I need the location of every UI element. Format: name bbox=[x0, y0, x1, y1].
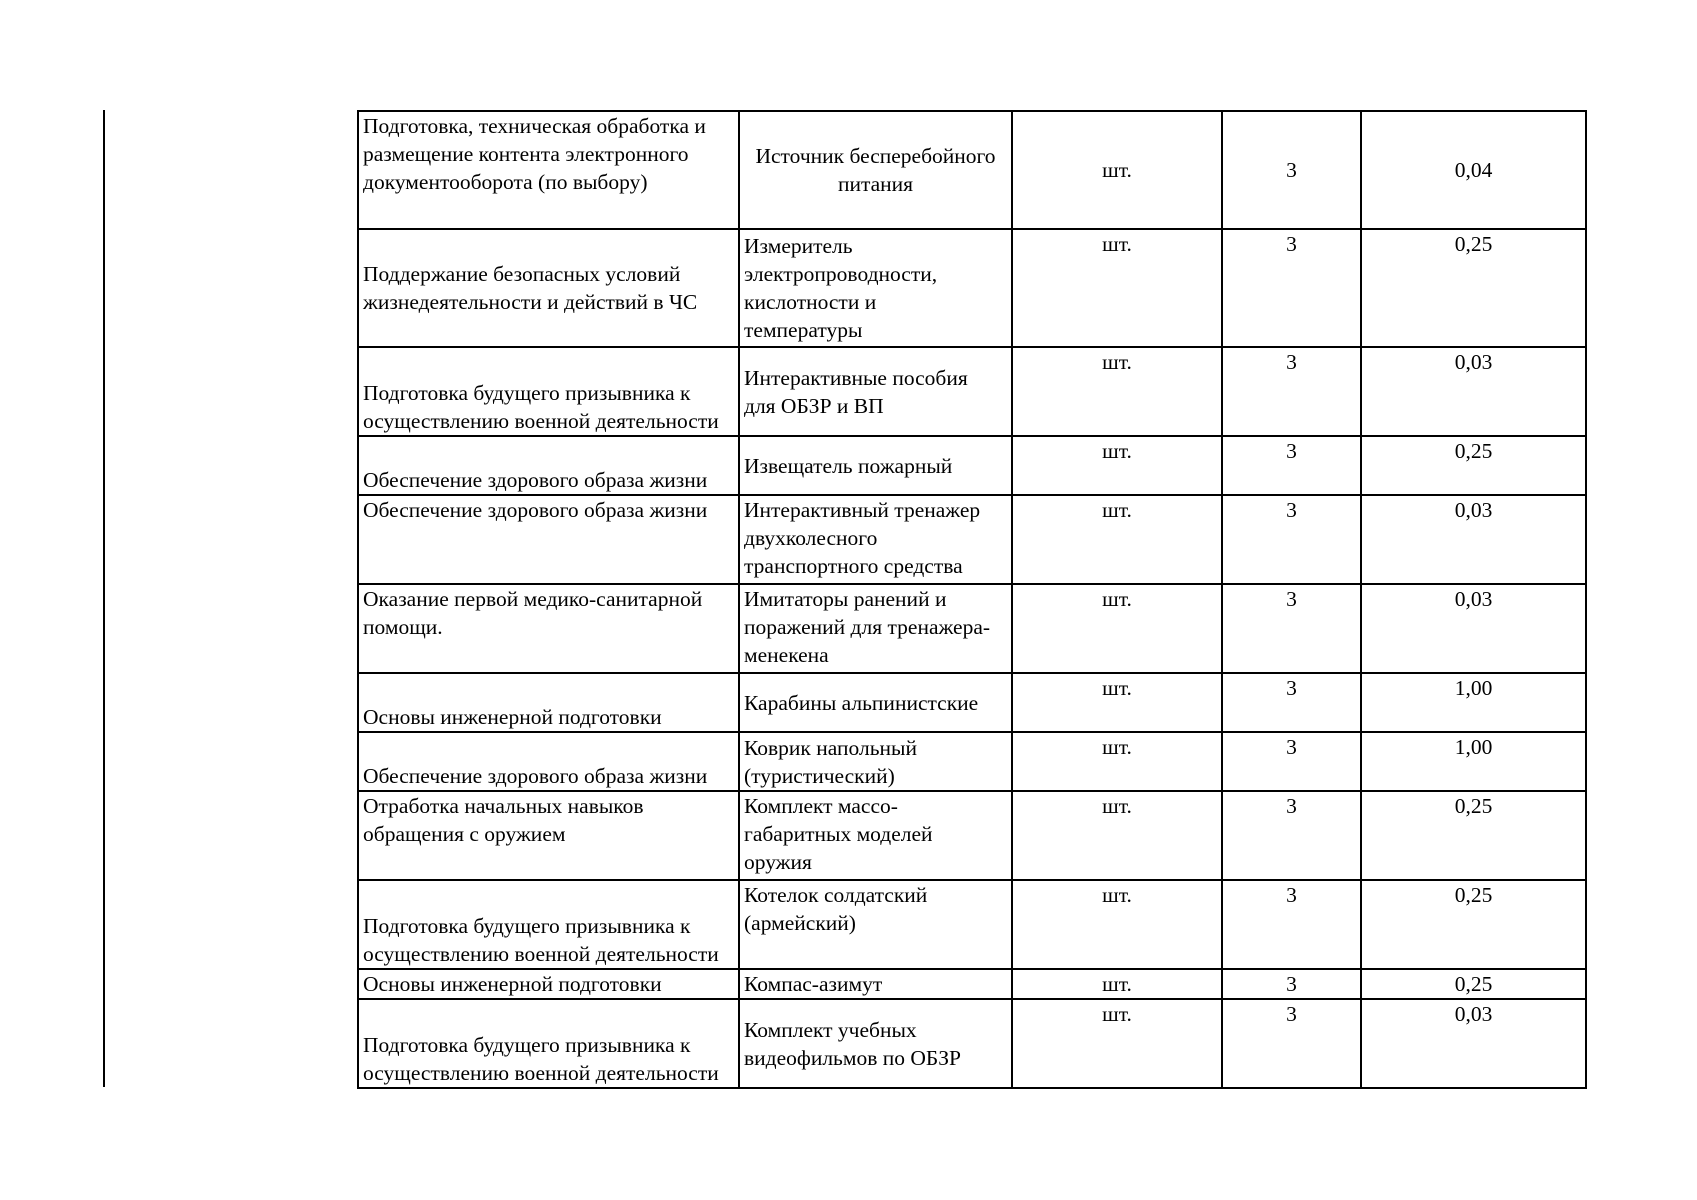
rate-cell: 0,25 bbox=[1361, 229, 1586, 347]
topic-cell: Отработка начальных навыков обращения с оружием bbox=[358, 791, 739, 880]
topic-cell: Основы инженерной подготовки bbox=[358, 673, 739, 732]
item-cell: Коврик напольный (туристический) bbox=[739, 732, 1012, 791]
topic-cell: Оказание первой медико-санитарной помощи. bbox=[358, 584, 739, 673]
topic-cell: Подготовка, техническая обработка и размещение контента электронного документооборота (по выбору) bbox=[358, 111, 739, 229]
item-cell: Извещатель пожарный bbox=[739, 436, 1012, 495]
topic-cell: Обеспечение здорового образа жизни bbox=[358, 732, 739, 791]
table-row bbox=[358, 584, 1586, 673]
quantity-cell: 3 bbox=[1222, 229, 1361, 347]
rate-cell: 0,03 bbox=[1361, 347, 1586, 436]
table-row bbox=[358, 673, 1586, 732]
unit-cell: шт. bbox=[1012, 880, 1222, 969]
quantity-cell: 3 bbox=[1222, 673, 1361, 732]
table-row bbox=[358, 495, 1586, 584]
item-cell: Интерактивные пособия для ОБЗР и ВП bbox=[739, 347, 1012, 436]
item-cell: Компас-азимут bbox=[739, 969, 1012, 999]
unit-cell: шт. bbox=[1012, 347, 1222, 436]
rate-cell: 0,03 bbox=[1361, 584, 1586, 673]
item-cell: Измеритель электропроводности, кислотности и температуры bbox=[739, 229, 1012, 347]
rate-cell: 0,25 bbox=[1361, 436, 1586, 495]
table-row bbox=[358, 347, 1586, 436]
unit-cell: шт. bbox=[1012, 673, 1222, 732]
table-row bbox=[358, 791, 1586, 880]
quantity-cell: 3 bbox=[1222, 791, 1361, 880]
page-margin-line bbox=[103, 110, 105, 1087]
unit-cell: шт. bbox=[1012, 999, 1222, 1088]
rate-cell: 0,25 bbox=[1361, 969, 1586, 999]
table-row bbox=[358, 436, 1586, 495]
topic-cell: Обеспечение здорового образа жизни bbox=[358, 495, 739, 584]
unit-cell: шт. bbox=[1012, 791, 1222, 880]
quantity-cell: 3 bbox=[1222, 436, 1361, 495]
quantity-cell: 3 bbox=[1222, 999, 1361, 1088]
topic-cell: Обеспечение здорового образа жизни bbox=[358, 436, 739, 495]
quantity-cell: 3 bbox=[1222, 880, 1361, 969]
item-cell: Комплект учебных видеофильмов по ОБЗР bbox=[739, 999, 1012, 1088]
rate-cell: 1,00 bbox=[1361, 732, 1586, 791]
quantity-cell: 3 bbox=[1222, 347, 1361, 436]
topic-cell: Подготовка будущего призывника к осуществлению военной деятельности bbox=[358, 880, 739, 969]
topic-cell: Подготовка будущего призывника к осуществлению военной деятельности bbox=[358, 999, 739, 1088]
item-cell: Котелок солдатский (армейский) bbox=[739, 880, 1012, 969]
rate-cell: 0,03 bbox=[1361, 999, 1586, 1088]
equipment-table bbox=[357, 110, 1587, 1089]
rate-cell: 1,00 bbox=[1361, 673, 1586, 732]
topic-cell: Поддержание безопасных условий жизнедеятельности и действий в ЧС bbox=[358, 229, 739, 347]
unit-cell: шт. bbox=[1012, 229, 1222, 347]
table-row bbox=[358, 969, 1586, 999]
rate-cell: 0,03 bbox=[1361, 495, 1586, 584]
unit-cell: шт. bbox=[1012, 111, 1222, 229]
item-cell: Источник бесперебойного питания bbox=[739, 111, 1012, 229]
rate-cell: 0,25 bbox=[1361, 791, 1586, 880]
item-cell: Интерактивный тренажер двухколесного транспортного средства bbox=[739, 495, 1012, 584]
table-row bbox=[358, 111, 1586, 229]
rate-cell: 0,25 bbox=[1361, 880, 1586, 969]
quantity-cell: 3 bbox=[1222, 111, 1361, 229]
item-cell: Комплект массо- габаритных моделей оружия bbox=[739, 791, 1012, 880]
unit-cell: шт. bbox=[1012, 969, 1222, 999]
table-row bbox=[358, 880, 1586, 969]
table-row bbox=[358, 229, 1586, 347]
topic-cell: Подготовка будущего призывника к осуществлению военной деятельности bbox=[358, 347, 739, 436]
rate-cell: 0,04 bbox=[1361, 111, 1586, 229]
quantity-cell: 3 bbox=[1222, 732, 1361, 791]
unit-cell: шт. bbox=[1012, 495, 1222, 584]
unit-cell: шт. bbox=[1012, 584, 1222, 673]
topic-cell: Основы инженерной подготовки bbox=[358, 969, 739, 999]
table-row bbox=[358, 732, 1586, 791]
quantity-cell: 3 bbox=[1222, 495, 1361, 584]
unit-cell: шт. bbox=[1012, 436, 1222, 495]
unit-cell: шт. bbox=[1012, 732, 1222, 791]
table-row bbox=[358, 999, 1586, 1088]
item-cell: Имитаторы ранений и поражений для тренажера- менекена bbox=[739, 584, 1012, 673]
quantity-cell: 3 bbox=[1222, 969, 1361, 999]
quantity-cell: 3 bbox=[1222, 584, 1361, 673]
item-cell: Карабины альпинистские bbox=[739, 673, 1012, 732]
